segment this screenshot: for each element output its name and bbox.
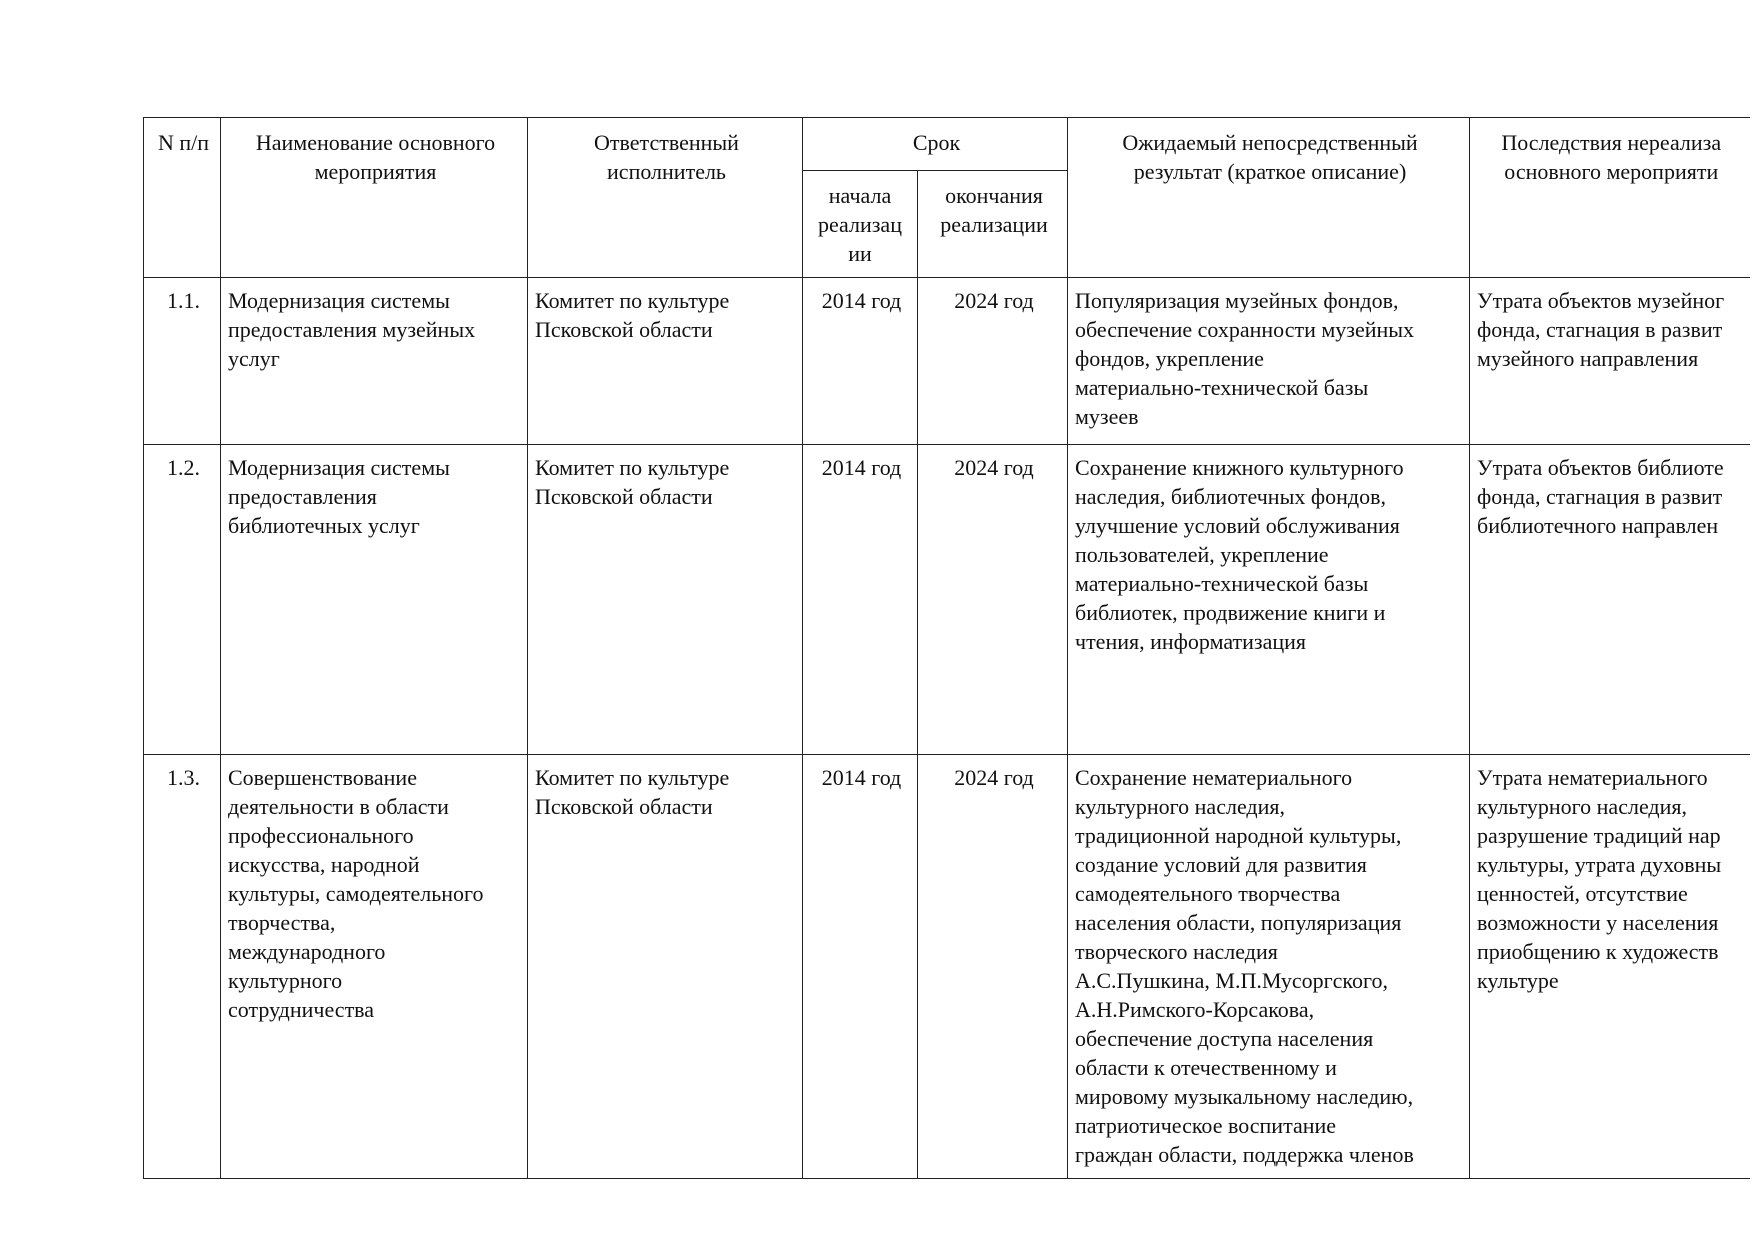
row-num: 1.3. <box>144 755 221 1179</box>
header-name: Наименование основного мероприятия <box>221 118 528 278</box>
row-start: 2014 год <box>803 755 918 1179</box>
row-start: 2014 год <box>803 278 918 445</box>
row-num: 1.2. <box>144 445 221 755</box>
header-end: окончания реализации <box>918 171 1068 278</box>
table-row <box>144 278 1750 445</box>
row-consequences: Утрата нематериального культурного наследия, разрушение традиций нар культуры, утрата духовны ценностей, отсутствие возможности у населения приобщению к художеств культуре <box>1470 755 1750 1179</box>
row-responsible: Комитет по культуре Псковской области <box>528 445 803 755</box>
row-end: 2024 год <box>918 755 1068 1179</box>
row-name: Совершенствование деятельности в области профессионального искусства, народной культуры, самодеятельного творчества, международного культурного сотрудничества <box>221 755 528 1179</box>
row-result: Сохранение нематериального культурного наследия, традиционной народной культуры, создание условий для развития самодеятельного творчества населения области, популяризация творческого наследия А.С.Пушкина, М.П.Мусоргского, А.Н.Римского-Корсакова, обеспечение доступа населения области к отечественному и мировому музыкальному наследию, патриотическое воспитание граждан области, поддержка членов <box>1068 755 1470 1179</box>
row-consequences: Утрата объектов библиоте фонда, стагнация в развит библиотечного направлен <box>1470 445 1750 755</box>
header-consequences: Последствия нереализа основного мероприяти <box>1470 118 1750 278</box>
row-num: 1.1. <box>144 278 221 445</box>
row-end: 2024 год <box>918 445 1068 755</box>
header-result: Ожидаемый непосредственный результат (краткое описание) <box>1068 118 1470 278</box>
header-num: N п/п <box>144 118 221 278</box>
row-consequences: Утрата объектов музейног фонда, стагнация в развит музейного направления <box>1470 278 1750 445</box>
header-row <box>144 118 1750 171</box>
table-row <box>144 445 1750 755</box>
header-start: начала реализац ии <box>803 171 918 278</box>
row-end: 2024 год <box>918 278 1068 445</box>
row-result: Популяризация музейных фондов, обеспечение сохранности музейных фондов, укрепление материально-технической базы музеев <box>1068 278 1470 445</box>
row-start: 2014 год <box>803 445 918 755</box>
measures-table <box>143 117 1750 1179</box>
row-name: Модернизация системы предоставления библиотечных услуг <box>221 445 528 755</box>
table-row <box>144 755 1750 1179</box>
header-responsible: Ответственный исполнитель <box>528 118 803 278</box>
row-name: Модернизация системы предоставления музейных услуг <box>221 278 528 445</box>
row-responsible: Комитет по культуре Псковской области <box>528 278 803 445</box>
header-term: Срок <box>803 118 1068 171</box>
row-responsible: Комитет по культуре Псковской области <box>528 755 803 1179</box>
row-result: Сохранение книжного культурного наследия, библиотечных фондов, улучшение условий обслуживания пользователей, укрепление материально-технической базы библиотек, продвижение книги и чтения, информатизация <box>1068 445 1470 755</box>
